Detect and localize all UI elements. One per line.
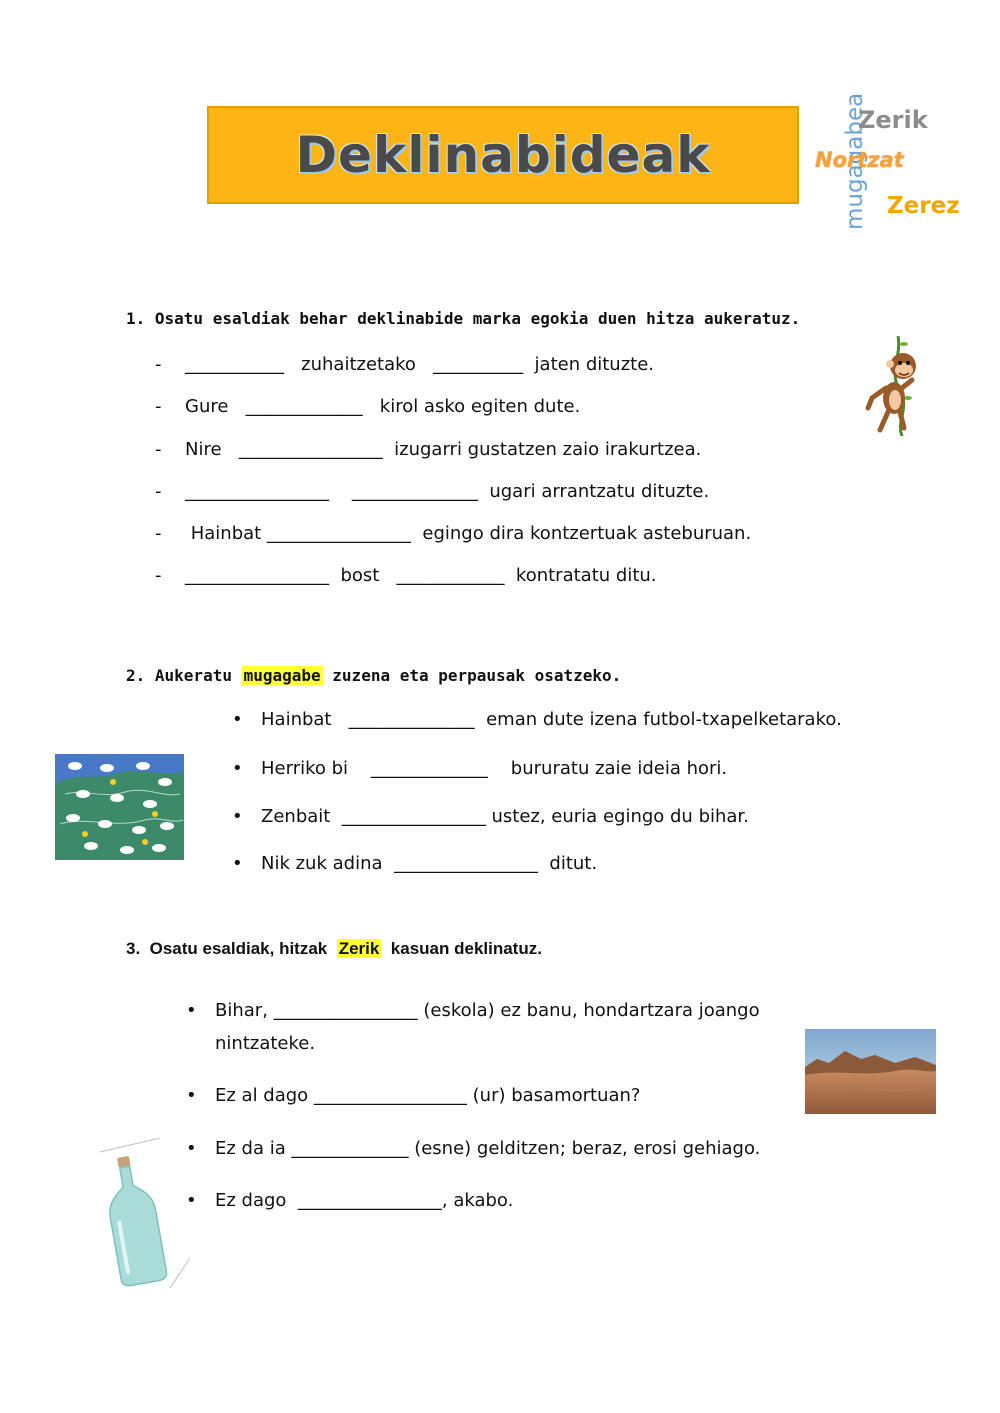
word-cloud-mugagabea: mugagabea [842,92,868,230]
exercise1-text-2: Gure _____________ kirol asko egiten dute. [185,396,581,417]
title-banner [207,106,799,204]
desert-photo [805,1029,936,1114]
exercise1-text-5: Hainbat ________________ egingo dira kontzertuak asteburuan. [185,523,752,544]
monkey-icon [858,336,930,436]
exercise3-line-3: • Ez da ia _____________ (esne) gelditzen; beraz, erosi gehiago. [186,1138,761,1159]
exercise3-text-2: Ez al dago _________________ (ur) basamortuan? [215,1085,641,1106]
word-cloud-zerik: Zerik [858,106,928,134]
exercise3-text-3: Ez da ia _____________ (esne) gelditzen; beraz, erosi gehiago. [215,1138,761,1159]
exercise1-text-1: ___________ zuhaitzetako __________ jaten dituzte. [185,354,655,375]
exercise1-text-4: ________________ ______________ ugari arrantzatu dituzte. [185,481,710,502]
exercise2-text-2: Herriko bi _____________ bururatu zaie ideia hori. [261,758,728,779]
page-title: Deklinabideak [295,126,711,184]
weather-map-icon [55,754,184,860]
exercise2-text-3: Zenbait ________________ ustez, euria egingo du bihar. [261,806,749,827]
exercise3-line-2: • Ez al dago _________________ (ur) basamortuan? [186,1085,641,1106]
exercise3-line-1-continuation: nintzateke. [215,1033,316,1054]
exercise3-text-1: Bihar, ________________ (eskola) ez banu, hondartzara joango [215,1000,760,1021]
exercise1-line-5: - Hainbat ________________ egingo dira kontzertuak asteburuan. [155,523,752,544]
exercise1-line-1: - ___________ zuhaitzetako __________ jaten dituzte. [155,354,655,375]
exercise2-line-3: • Zenbait ________________ ustez, euria egingo du bihar. [232,806,749,827]
exercise1-text-3: Nire ________________ izugarri gustatzen zaio irakurtzea. [185,439,702,460]
exercise1-line-6: - ________________ bost ____________ kontratatu ditu. [155,565,657,586]
exercise2-line-4: • Nik zuk adina ________________ ditut. [232,853,598,874]
exercise3-line-1: • Bihar, ________________ (eskola) ez banu, hondartzara joango [186,1000,760,1021]
exercise1-line-4: - ________________ ______________ ugari arrantzatu dituzte. [155,481,710,502]
exercise1-line-3: - Nire ________________ izugarri gustatzen zaio irakurtzea. [155,439,702,460]
section1-heading: 1. Osatu esaldiak behar deklinabide marka egokia duen hitza aukeratuz. [126,309,801,328]
highlight-mugagabe: mugagabe [243,666,321,685]
bottle-icon [100,1138,190,1288]
exercise1-line-2: - Gure _____________ kirol asko egiten dute. [155,396,581,417]
section2-heading: 2. Aukeratu mugagabe zuzena eta perpausak osatzeko. [126,666,622,685]
word-cloud-zerez: Zerez [887,193,960,219]
highlight-zerik: Zerik [338,939,380,958]
section3-heading: 3. Osatu esaldiak, hitzak Zerik kasuan deklinatuz. [126,939,542,958]
exercise2-text-1: Hainbat ______________ eman dute izena futbol-txapelketarako. [261,709,842,730]
exercise2-text-4: Nik zuk adina ________________ ditut. [261,853,598,874]
exercise1-text-6: ________________ bost ____________ kontratatu ditu. [185,565,657,586]
word-cloud-nortzat: Nortzat [815,148,904,172]
exercise3-text-4: Ez dago ________________, akabo. [215,1190,514,1211]
exercise2-line-1: • Hainbat ______________ eman dute izena futbol-txapelketarako. [232,709,842,730]
exercise3-line-4: • Ez dago ________________, akabo. [186,1190,514,1211]
exercise2-line-2: • Herriko bi _____________ bururatu zaie ideia hori. [232,758,728,779]
